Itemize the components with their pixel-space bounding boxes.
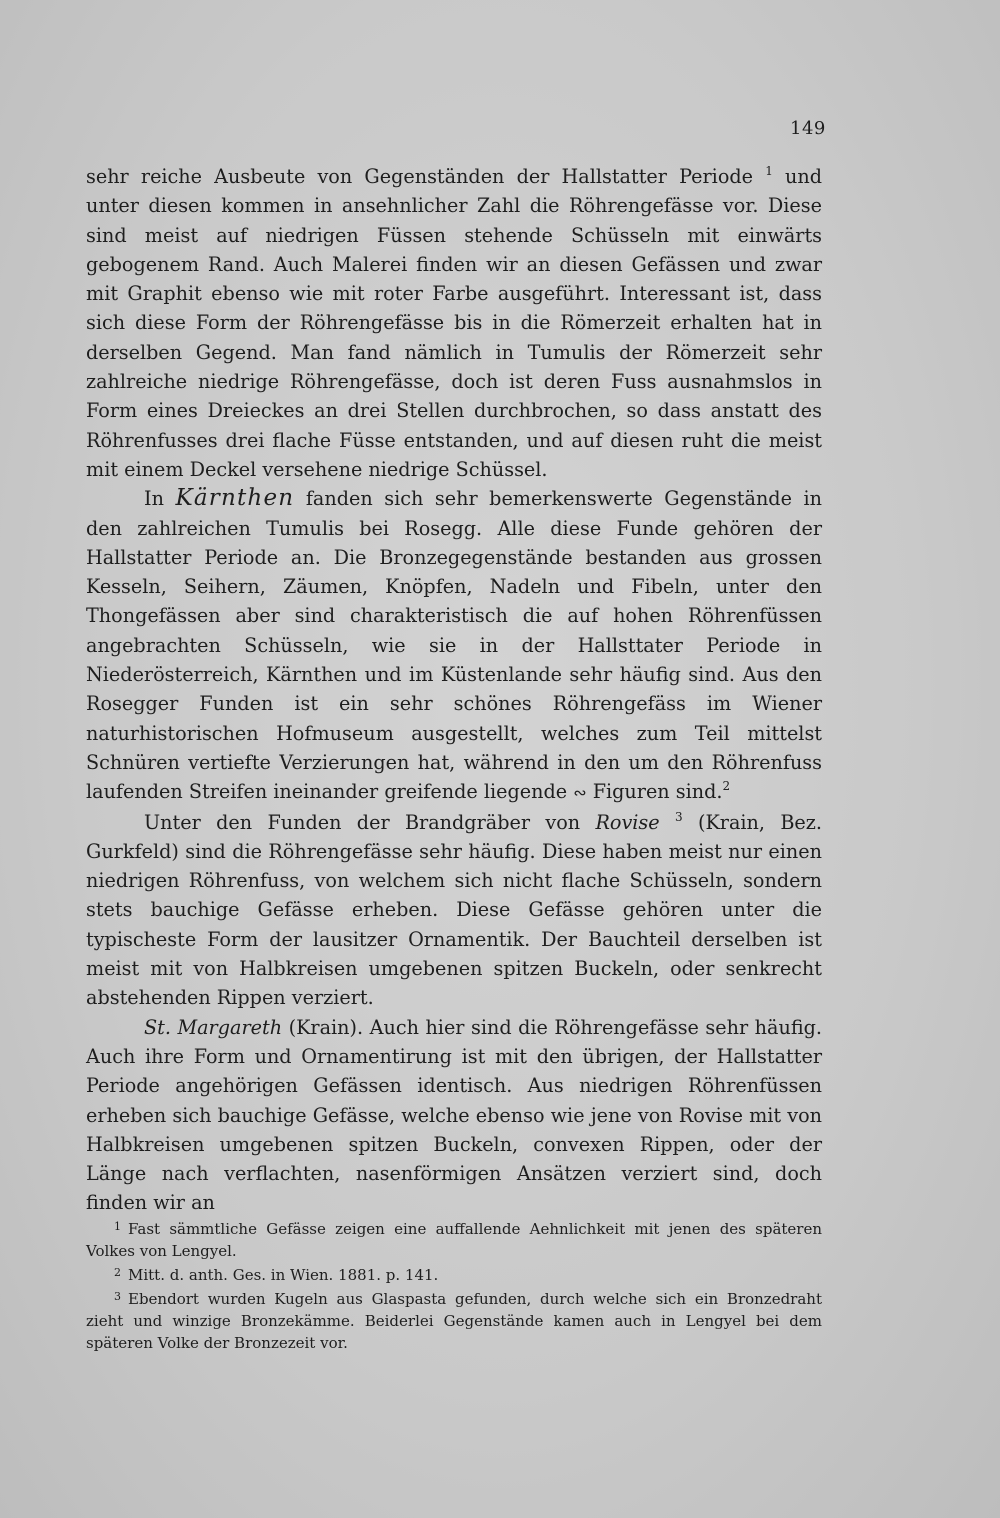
footnote-text: Fast sämmtliche Gefässe zeigen eine auffallende Aehnlichkeit mit jenen des späteren Volkes von Lengyel. <box>86 1220 822 1260</box>
footnote-reference: 1 <box>765 164 773 178</box>
text-run: Figuren sind. <box>586 780 723 804</box>
emphasized-place-name: St. Margareth <box>144 1015 283 1039</box>
footnote-reference: 2 <box>722 779 731 794</box>
footnote-mark: 1 <box>114 1220 121 1233</box>
body-paragraph <box>86 484 822 807</box>
emphasized-place-name: Kärnthen <box>175 485 295 512</box>
text-run: (Krain). Auch hier sind die Röhrengefässe sehr häufig. Auch ihre Form und Ornamentirung ist mit den übrigen, der Hallstatter Periode angehörigen Gefässen identisch. Aus niedrigen Röhrenfüssen erheben sich bauchige Gefässe, welche ebenso wie jene von Rovise mit von Halbkreisen umgebenen spitzen Buckeln, convexen Rippen, oder der Länge nach verflachten, nasenförmigen Ansätzen verziert sind, doch finden wir an <box>86 1015 822 1215</box>
ornament-symbol: ∾ <box>573 783 587 803</box>
footnote-text: Ebendort wurden Kugeln aus Glaspasta gefunden, durch welche sich ein Bronzedraht zieht und winzige Bronzekämme. Beiderlei Gegenstände kamen auch in Lengyel bei dem späteren Volke der Bronzezeit vor. <box>86 1290 822 1352</box>
footnote <box>86 1262 822 1286</box>
page-number: 149 <box>790 118 826 139</box>
text-run: In <box>144 487 176 511</box>
footnote <box>86 1286 822 1354</box>
body-paragraph <box>86 808 822 1013</box>
body-paragraph <box>86 1013 822 1218</box>
footnote-text: Mitt. d. anth. Ges. in Wien. 1881. p. 141. <box>128 1266 439 1284</box>
footnotes <box>86 1216 822 1354</box>
footnote-mark: 3 <box>114 1290 121 1303</box>
emphasized-place-name: Rovise <box>595 810 660 834</box>
text-run <box>660 811 675 834</box>
body-paragraph <box>86 162 822 484</box>
text-run: (Krain, Bez. Gurkfeld) sind die Röhrengefässe sehr häufig. Diese haben meist nur einen niedrigen Röhrenfuss, von welchem sich nicht flache Schüsseln, sondern stets bauchige Gefässe erheben. Diese Gefässe gehören unter die typischeste Form der lausitzer Ornamentik. Der Bauchteil derselben ist meist mit von Halbkreisen umgebenen spitzen Buckeln, oder senkrecht abstehenden Rippen verziert. <box>86 810 822 1010</box>
text-run: fanden sich sehr bemerkenswerte Gegenstände in den zahlreichen Tumulis bei Rosegg. Alle diese Funde gehören der Hallstatter Periode an. Die Bronzegegenstände bestanden aus grossen Kesseln, Seihern, Zäumen, Knöpfen, Nadeln und Fibeln, unter den Thongefässen aber sind charakteristisch die auf hohen Röhrenfüssen angebrachten Schüsseln, wie sie in der Hallsttater Periode in Niederösterreich, Kärnthen und im Küstenlande sehr häufig sind. Aus den Rosegger Funden ist ein sehr schönes Röhrengefäss im Wiener naturhistorischen Hofmuseum ausgestellt, welches zum Teil mittelst Schnüren vertiefte Verzierungen hat, während in den um den Röhrenfuss laufenden Streifen ineinander greifende liegende <box>86 487 822 804</box>
footnote-mark: 2 <box>114 1266 121 1279</box>
text-run: Unter den Funden der Brandgräber von <box>144 810 596 834</box>
main-text <box>86 162 822 1218</box>
text-run: sehr reiche Ausbeute von Gegenständen der Hallstatter Periode <box>86 165 766 188</box>
text-run: und unter diesen kommen in ansehnlicher Zahl die Röhrengefässe vor. Diese sind meist auf niedrigen Füssen stehende Schüsseln mit einwärts gebogenem Rand. Auch Malerei finden wir an diesen Gefässen und zwar mit Graphit ebenso wie mit roter Farbe ausgeführt. Interessant ist, dass sich diese Form der Röhrengefässe bis in die Römerzeit erhalten hat in derselben Gegend. Man fand nämlich in Tumulis der Römerzeit sehr zahlreiche niedrige Röhrengefässe, doch ist deren Fuss ausnahmslos in Form eines Dreieckes an drei Stellen durchbrochen, so dass anstatt des Röhrenfusses drei flache Füsse entstanden, und auf diesen ruht die meist mit einem Deckel versehene niedrige Schüssel. <box>86 165 822 481</box>
footnote-reference: 3 <box>674 809 683 824</box>
footnote <box>86 1216 822 1262</box>
